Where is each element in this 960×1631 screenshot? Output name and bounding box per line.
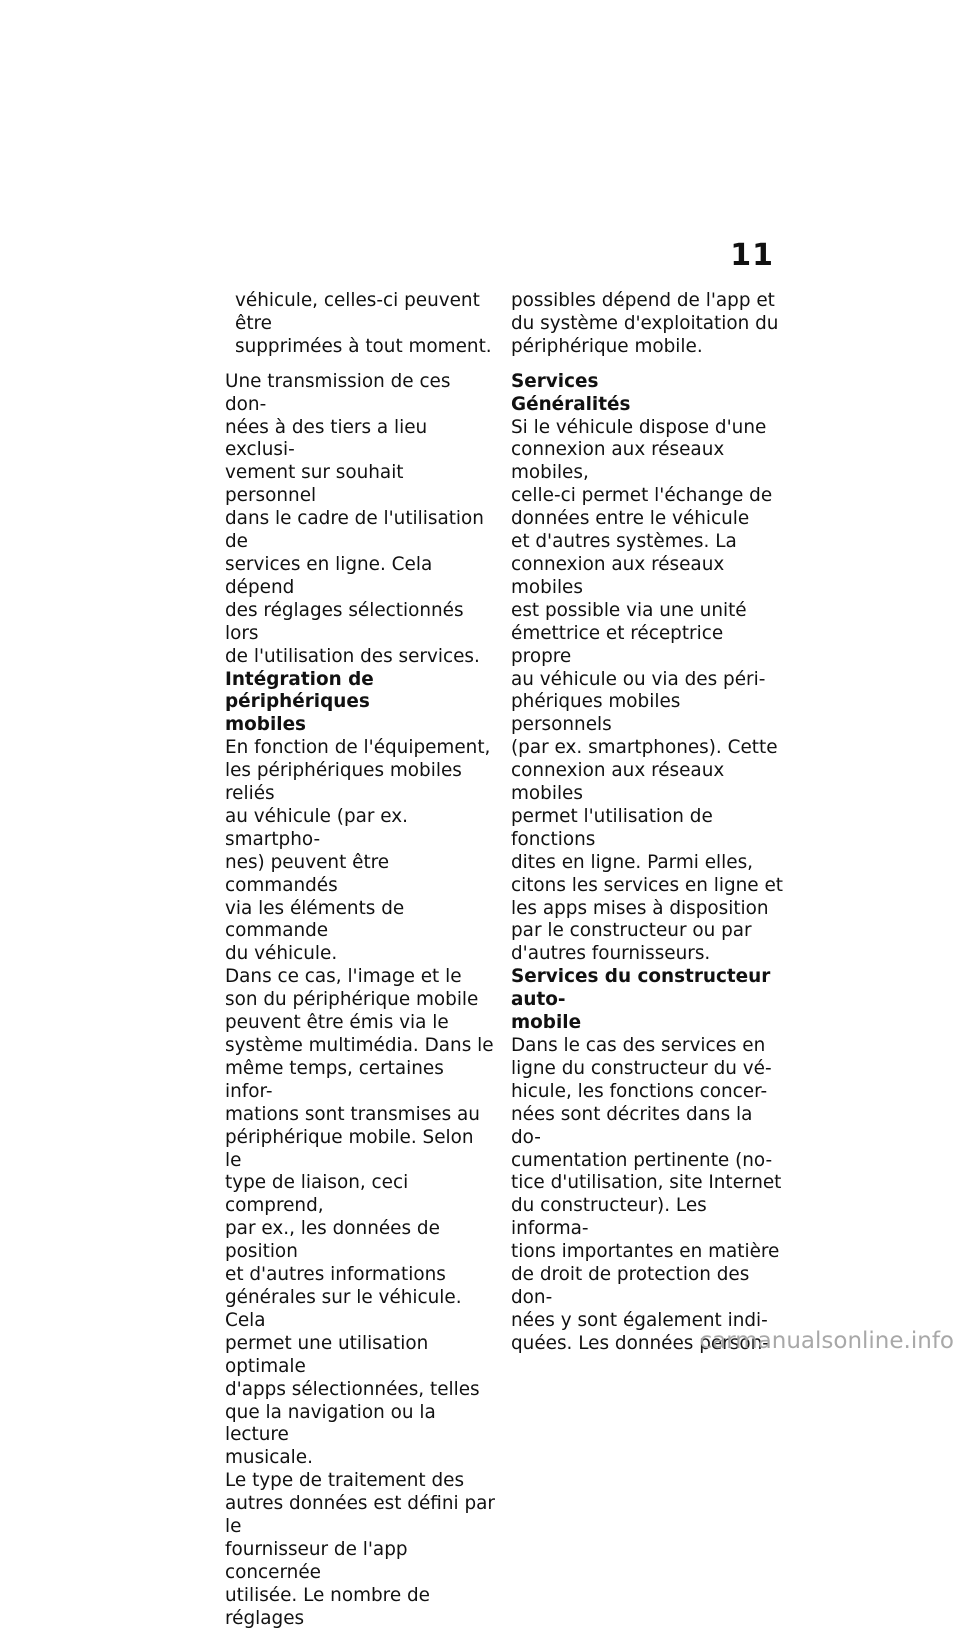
text-line: (par ex. smartphones). Cette — [511, 737, 778, 759]
paragraph — [225, 1470, 495, 1630]
bullet-continuation — [225, 290, 495, 359]
text-line: utilisée. Le nombre de réglages — [225, 1584, 430, 1629]
text-line: tions importantes en matière — [511, 1241, 780, 1263]
section-heading: Services — [511, 370, 599, 392]
text-line: des réglages sélectionnés lors — [225, 599, 464, 644]
text-line: celle-ci permet l'échange de — [511, 485, 773, 507]
text-line: autres données est défini par le — [225, 1493, 495, 1538]
text-line: au véhicule (par ex. smartpho- — [225, 805, 409, 850]
text-line: véhicule, celles-ci peuvent être — [235, 290, 480, 334]
text-line: d'autres fournisseurs. — [511, 943, 711, 965]
watermark[interactable]: carmanualsonline.info — [699, 1328, 954, 1354]
text-line: mations sont transmises au — [225, 1103, 480, 1125]
text-line: du véhicule. — [225, 943, 338, 965]
text-line: peuvent être émis via le — [225, 1012, 449, 1034]
text-line: et d'autres systèmes. La — [511, 531, 737, 553]
text-line: du système d'exploitation du — [511, 312, 779, 334]
text-line: connexion aux réseaux mobiles, — [511, 439, 725, 484]
text-line: nes) peuvent être commandés — [225, 851, 390, 896]
subsection-heading: Généralités — [511, 393, 631, 415]
text-line: hicule, les fonctions concer- — [511, 1080, 768, 1102]
text-line: En fonction de l'équipement, — [225, 737, 491, 759]
paragraph — [511, 1035, 783, 1356]
text-line: connexion aux réseaux mobiles — [511, 760, 725, 805]
text-line: permet l'utilisation de fonctions — [511, 805, 713, 850]
text-line: par ex., les données de position — [225, 1218, 440, 1263]
text-line: nées à des tiers a lieu exclusi- — [225, 416, 428, 461]
text-line: via les éléments de commande — [225, 897, 405, 942]
text-line: permet une utilisation optimale — [225, 1332, 429, 1377]
paragraph — [225, 737, 495, 966]
text-line: ligne du constructeur du vé- — [511, 1057, 772, 1079]
text-line: émettrice et réceptrice propre — [511, 622, 724, 667]
text-line: au véhicule ou via des péri- — [511, 668, 766, 690]
text-line: et d'autres informations — [225, 1264, 446, 1286]
text-line: Le type de traitement des — [225, 1470, 465, 1492]
text-line: d'apps sélectionnées, telles — [225, 1378, 480, 1400]
text-line: les périphériques mobiles reliés — [225, 760, 462, 805]
paragraph — [511, 290, 783, 359]
text-line: les apps mises à disposition — [511, 897, 769, 919]
text-line: dans le cadre de l'utilisation de — [225, 508, 484, 553]
text-line: connexion aux réseaux mobiles — [511, 553, 725, 598]
text-line: tice d'utilisation, site Internet — [511, 1172, 782, 1194]
text-line: musicale. — [225, 1447, 313, 1469]
text-line: générales sur le véhicule. Cela — [225, 1286, 462, 1331]
text-line: est possible via une unité — [511, 599, 747, 621]
paragraph — [225, 966, 495, 1470]
text-line: Services du constructeur auto- — [511, 966, 771, 1011]
text-line: supprimées à tout moment. — [235, 335, 492, 357]
text-line: système multimédia. Dans le — [225, 1035, 494, 1056]
section-heading — [225, 669, 495, 738]
text-line: services en ligne. Cela dépend — [225, 553, 433, 598]
left-column — [225, 290, 495, 1631]
text-line: fournisseur de l'app concernée — [225, 1538, 408, 1583]
text-line: Si le véhicule dispose d'une — [511, 416, 767, 438]
text-line: phériques mobiles personnels — [511, 691, 681, 736]
text-line: de l'utilisation des services. — [225, 645, 480, 667]
text-line: son du périphérique mobile — [225, 989, 479, 1011]
text-line: Une transmission de ces don- — [225, 370, 451, 415]
text-line: de droit de protection des don- — [511, 1264, 750, 1308]
text-line: cumentation pertinente (no- — [511, 1149, 773, 1171]
text-line: même temps, certaines infor- — [225, 1057, 444, 1102]
text-line: Intégration de périphériques — [225, 668, 374, 713]
text-line: type de liaison, ceci comprend, — [225, 1172, 409, 1217]
text-line: nées y sont également indi- — [511, 1309, 768, 1331]
subsection-heading — [511, 966, 783, 1035]
text-line: citons les services en ligne et — [511, 874, 783, 896]
text-line: nées sont décrites dans la do- — [511, 1103, 753, 1148]
text-line: Dans le cas des services en — [511, 1035, 766, 1056]
text-line: par le constructeur ou par — [511, 920, 752, 942]
text-line: dites en ligne. Parmi elles, — [511, 851, 754, 873]
text-line: du constructeur). Les informa- — [511, 1195, 707, 1240]
text-line: mobile — [511, 1012, 582, 1034]
text-line: mobiles — [225, 714, 306, 736]
text-line: données entre le véhicule — [511, 508, 750, 530]
text-line: Dans ce cas, l'image et le — [225, 966, 462, 988]
paragraph — [511, 417, 783, 967]
page-number: 11 — [730, 238, 774, 273]
text-line: possibles dépend de l'app et — [511, 290, 775, 311]
right-column — [511, 290, 783, 1356]
text-line: périphérique mobile. Selon le — [225, 1126, 474, 1171]
text-line: périphérique mobile. — [511, 335, 703, 357]
text-line: quées. Les données person- — [511, 1332, 769, 1354]
paragraph — [225, 371, 495, 669]
text-line: vement sur souhait personnel — [225, 462, 404, 507]
text-line: que la navigation ou la lecture — [225, 1401, 436, 1446]
